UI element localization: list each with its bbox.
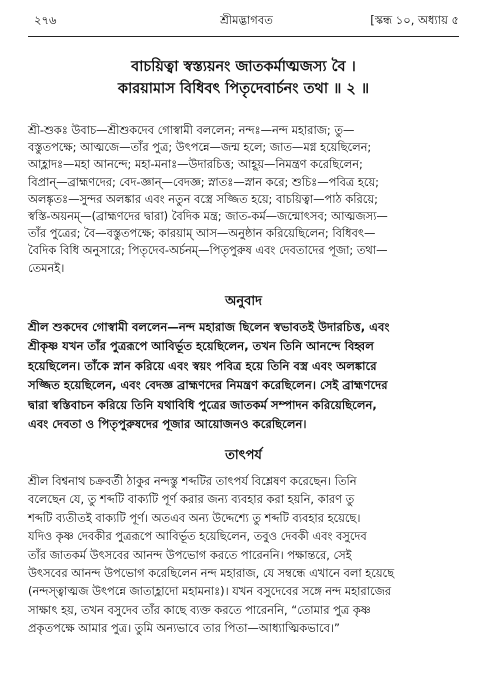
purport-line: শ্রীল বিশ্বনাথ চক্রবর্তী ঠাকুর নন্দস্তু শব্দটির তাৎপর্য বিশ্লেষণ করেছেন। তিনি (28, 474, 357, 488)
purport-heading: তাৎপর্য (225, 448, 262, 463)
synonyms-line: বৈদিক বিধি অনুসারে; পিতৃদেব-অর্চনম্—পিতৃপুরুষ এবং দেবতাদের পূজা; তথা— (28, 243, 388, 258)
translation-paragraph (28, 318, 465, 434)
synonyms-line: তাঁর পুত্রের; বৈ—বস্তুতপক্ষে; কারয়াম্ আস—অনুষ্ঠান করিয়েছিলেন; বিধিবৎ— (28, 226, 376, 241)
synonyms-line: স্বস্তি-অয়নম্—(ব্রাহ্মণদের দ্বারা) বৈদিক মন্ত্র; জাত-কর্ম—জন্মোৎসব; আত্মজস্য— (28, 209, 388, 224)
verse-line-2: কারয়ামাস বিধিবৎ পিতৃদেবার্চনং তথা ॥ ২ ॥ (117, 81, 370, 97)
verse-line-1: বাচয়িত্বা স্বস্ত্যয়নং জাতকর্মাত্মজস্য বৈ । (131, 59, 356, 75)
purport-paragraph (28, 472, 465, 638)
purport-line: শব্দটি ব্যতীতই বাক্যটি পূর্ণ। অতএব অন্য উদ্দেশ্যে তু শব্দটি ব্যবহার হয়েছে। (28, 510, 361, 525)
purport-line: সাক্ষাৎ হয়, তখন বসুদেব তাঁর কাছে ব্যক্ত করতে পারেননি, “তোমার পুত্র কৃষ্ণ (28, 602, 371, 617)
translation-line: শ্রীকৃষ্ণ যখন তাঁর পুত্ররূপে আবির্ভূত হয়েছিলেন, তখন তিনি আনন্দে বিহ্বল (28, 339, 374, 354)
header-rule (28, 36, 459, 37)
purport-line: যদিও কৃষ্ণ দেবকীর পুত্ররূপে আবির্ভূত হয়েছিলেন, তবুও দেবকী এবং বসুদেব (28, 529, 367, 544)
translation-line: দ্বারা স্বস্তিবাচন করিয়ে তিনি যথাবিধি পুত্রের জাতকর্ম সম্পাদন করিয়েছিলেন, (28, 397, 377, 412)
synonyms-line: অলঙ্কৃতঃ—সুন্দর অলঙ্কার এবং নতুন বস্ত্রে সজ্জিত হয়ে; বাচয়িত্বা—পাঠ করিয়ে; (28, 191, 378, 206)
translation-heading: অনুবাদ (225, 294, 262, 309)
translation-line: শ্রীল শুকদেব গোস্বামী বললেন—নন্দ মহারাজ ছিলেন স্বভাবতই উদারচিত্ত, এবং (28, 320, 390, 334)
section-reference: [স্কন্ধ ১০, অধ্যায় ৫ (370, 13, 459, 27)
purport-line: উৎসবের আনন্দ উপভোগ করেছিলেন নন্দ মহারাজ, যে সম্বন্ধে এখানে বলা হয়েছে (28, 566, 395, 581)
purport-line: প্রকৃতপক্ষে আমার পুত্র। তুমি অন্যভাবে তার পিতা—আধ্যাত্মিকভাবে।” (28, 621, 340, 636)
purport-line: তাঁর জাতকর্ম উৎসবের আনন্দ উপভোগ করতে পারেননি। পক্ষান্তরে, সেই (28, 547, 352, 562)
translation-line: সজ্জিত হয়েছিলেন, এবং বেদজ্ঞ ব্রাহ্মণদের নিমন্ত্রণ করেছিলেন। সেই ব্রাহ্মণদের (28, 378, 388, 393)
book-title: শ্রীমদ্ভাগবত (220, 13, 273, 27)
synonyms-line: আহ্লাদঃ—মহা আনন্দে; মহা-মনাঃ—উদারচিত্ত; আহূয়—নিমন্ত্রণ করেছিলেন; (28, 157, 363, 172)
running-header (34, 12, 459, 30)
page-number: ২৭৬ (34, 13, 57, 27)
purport-line: (নন্দস্ত্বাত্মজ উৎপন্নে জাতাহ্লাদো মহামনাঃ)। যখন বসুদেবের সঙ্গে নন্দ মহারাজের (28, 584, 392, 599)
translation-line: হয়েছিলেন। তাঁকে স্নান করিয়ে এবং স্বয়ং পবিত্র হয়ে তিনি বস্ত্র এবং অলঙ্কারে (28, 358, 377, 373)
translation-line: এবং দেবতা ও পিতৃপুরুষদের পূজার আয়োজনও করেছিলেন। (28, 417, 307, 432)
synonyms-line: বিপ্রান্—ব্রাহ্মণদের; বেদ-জ্ঞান্—বেদজ্ঞ; স্নাতঃ—স্নান করে; শুচিঃ—পবিত্র হয়ে; (28, 174, 380, 189)
synonyms-paragraph (28, 122, 465, 277)
purport-line: বলেছেন যে, তু শব্দটি বাক্যটি পূর্ণ করার জন্য ব্যবহার করা হয়নি, কারণ তু (28, 492, 355, 507)
synonyms-line: বস্তুতপক্ষে; আত্মজে—তাঁর পুত্র; উৎপন্নে—জন্ম হলে; জাত—মগ্ন হয়েছিলেন; (28, 140, 372, 155)
synonyms-line: তেমনই। (28, 260, 65, 275)
synonyms-line: শ্রী-শুকঃ উবাচ—শ্রীশুকদেব গোস্বামী বললেন; নন্দঃ—নন্দ মহারাজ; তু— (28, 123, 355, 137)
